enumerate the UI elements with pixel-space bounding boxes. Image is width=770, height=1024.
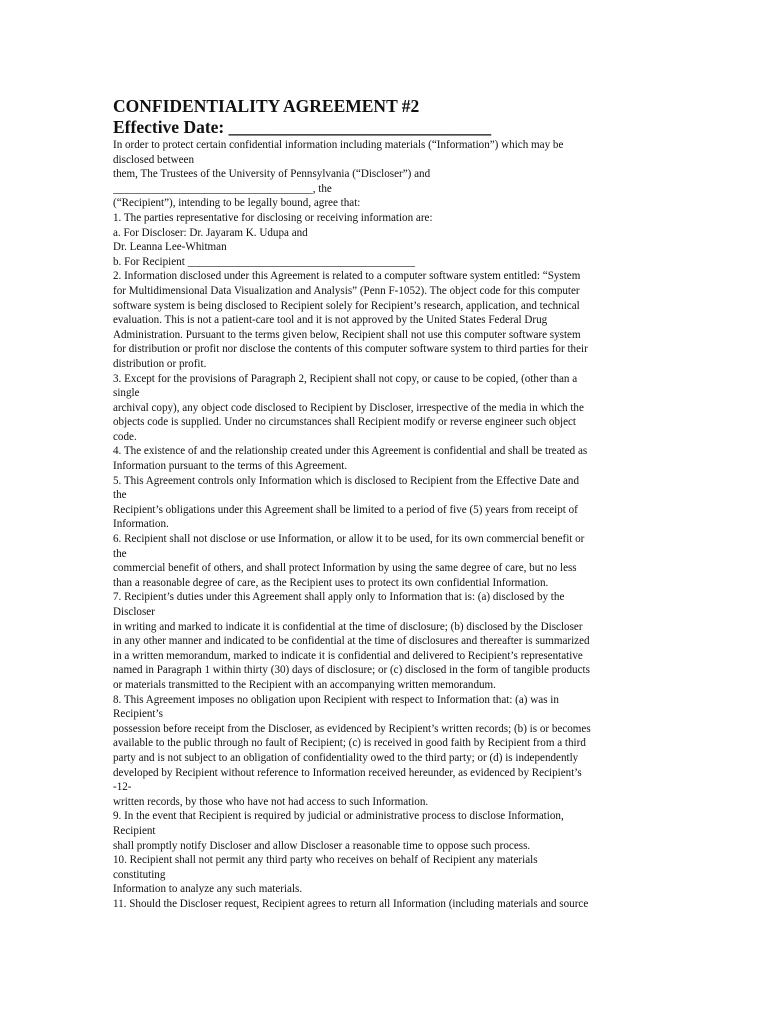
body-line: (“Recipient”), intending to be legally bound, agree that: [113, 197, 361, 210]
body-line: available to the public through no fault of Recipient; (c) is received in good faith by Recipient from a third [113, 737, 586, 750]
body-line: -12- [113, 781, 132, 794]
body-line: 3. Except for the provisions of Paragraph 2, Recipient shall not copy, or cause to be copied, (other than a [113, 372, 578, 385]
body-line: party and is not subject to an obligation of confidentiality owed to the third party; or (d) is independently [113, 751, 579, 764]
body-line: possession before receipt from the Discloser, as evidenced by Recipient’s written records; (b) is or becomes [113, 722, 591, 735]
body-line: Information pursuant to the terms of this Agreement. [113, 460, 348, 473]
body-line: objects code is supplied. Under no circumstances shall Recipient modify or reverse engineer such object [113, 416, 577, 429]
body-line: Administration. Pursuant to the terms given below, Recipient shall not use this computer software system [113, 328, 581, 341]
body-line: Information to analyze any such materials. [113, 883, 303, 896]
body-line: for Multidimensional Data Visualization and Analysis” (Penn F-1052). The object code for this computer [113, 284, 580, 297]
body-line: 4. The existence of and the relationship created under this Agreement is confidential and shall be treated as [113, 445, 588, 458]
body-line: commercial benefit of others, and shall protect Information by using the same degree of care, but no less [113, 562, 577, 575]
body-line: In order to protect certain confidential information including materials (“Information”) which may be [113, 139, 564, 151]
body-line: constituting [113, 868, 166, 881]
body-line: Discloser [113, 606, 155, 618]
body-line: or materials transmitted to the Recipient with an accompanying written memorandum. [113, 678, 496, 691]
document-page [113, 96, 658, 911]
body-line: them, The Trustees of the University of Pennsylvania (“Discloser”) and [113, 168, 431, 181]
body-line: for distribution or profit nor disclose the contents of this computer software system to third parties for their [113, 343, 588, 356]
body-line: 5. This Agreement controls only Information which is disclosed to Recipient from the Effective Date and [113, 474, 580, 487]
body-line: 2. Information disclosed under this Agreement is related to a computer software system entitled: “System [113, 270, 581, 283]
body-line: in any other manner and indicated to be confidential at the time of disclosures and thereafter is summarized [113, 635, 590, 648]
agreement-body [113, 138, 658, 911]
body-line: Dr. Leanna Lee-Whitman [113, 241, 227, 254]
body-line: 7. Recipient’s duties under this Agreement shall apply only to Information that is: (a) disclosed by the [113, 591, 565, 604]
body-line: developed by Recipient without reference to Information received hereunder, as evidenced by Recipient’s [113, 766, 582, 779]
body-line: 9. In the event that Recipient is required by judicial or administrative process to disclose Information, [113, 810, 564, 823]
body-line: written records, by those who have not had access to such Information. [113, 795, 429, 808]
body-line: single [113, 387, 140, 400]
body-line: evaluation. This is not a patient-care tool and it is not approved by the United States Federal Drug [113, 314, 548, 327]
body-line: Recipient’s [113, 708, 163, 721]
body-line: Recipient’s obligations under this Agreement shall be limited to a period of five (5) years from receipt of [113, 503, 578, 516]
body-line: 10. Recipient shall not permit any third party who receives on behalf of Recipient any materials [113, 854, 538, 867]
body-line: Information. [113, 518, 169, 531]
body-line: than a reasonable degree of care, as the Recipient uses to protect its own confidential Information. [113, 576, 549, 589]
effective-date-line: Effective Date: ______________________________ [113, 117, 492, 137]
body-line: 6. Recipient shall not disclose or use Information, or allow it to be used, for its own commercial benefit or [113, 533, 585, 546]
document-title: CONFIDENTIALITY AGREEMENT #2 [113, 96, 420, 116]
body-line: 8. This Agreement imposes no obligation upon Recipient with respect to Information that: (a) was in [113, 693, 559, 706]
body-line: distribution or profit. [113, 357, 207, 370]
body-line: b. For Recipient _________________________________________ [113, 255, 415, 268]
body-line: named in Paragraph 1 within thirty (30) days of disclosure; or (c) disclosed in the form of tangible products [113, 664, 590, 677]
body-line: in writing and marked to indicate it is confidential at the time of disclosure; (b) disclosed by the Discloser [113, 620, 583, 633]
body-line: ____________________________________, the [113, 182, 332, 195]
body-line: software system is being disclosed to Recipient solely for Recipient’s research, application, and technical [113, 299, 580, 312]
body-line: the [113, 489, 127, 502]
body-line: Recipient [113, 824, 156, 837]
body-line: the [113, 547, 127, 560]
body-line: 1. The parties representative for disclosing or receiving information are: [113, 211, 433, 224]
body-line: code. [113, 430, 137, 443]
body-line: in a written memorandum, marked to indicate it is confidential and delivered to Recipient’s representative [113, 649, 583, 662]
body-line: disclosed between [113, 153, 195, 166]
body-line: shall promptly notify Discloser and allow Discloser a reasonable time to oppose such process. [113, 839, 531, 852]
body-line: a. For Discloser: Dr. Jayaram K. Udupa and [113, 226, 308, 239]
body-line: archival copy), any object code disclosed to Recipient by Discloser, irrespective of the media in which the [113, 401, 584, 414]
body-line: 11. Should the Discloser request, Recipient agrees to return all Information (including materials and source [113, 897, 589, 910]
